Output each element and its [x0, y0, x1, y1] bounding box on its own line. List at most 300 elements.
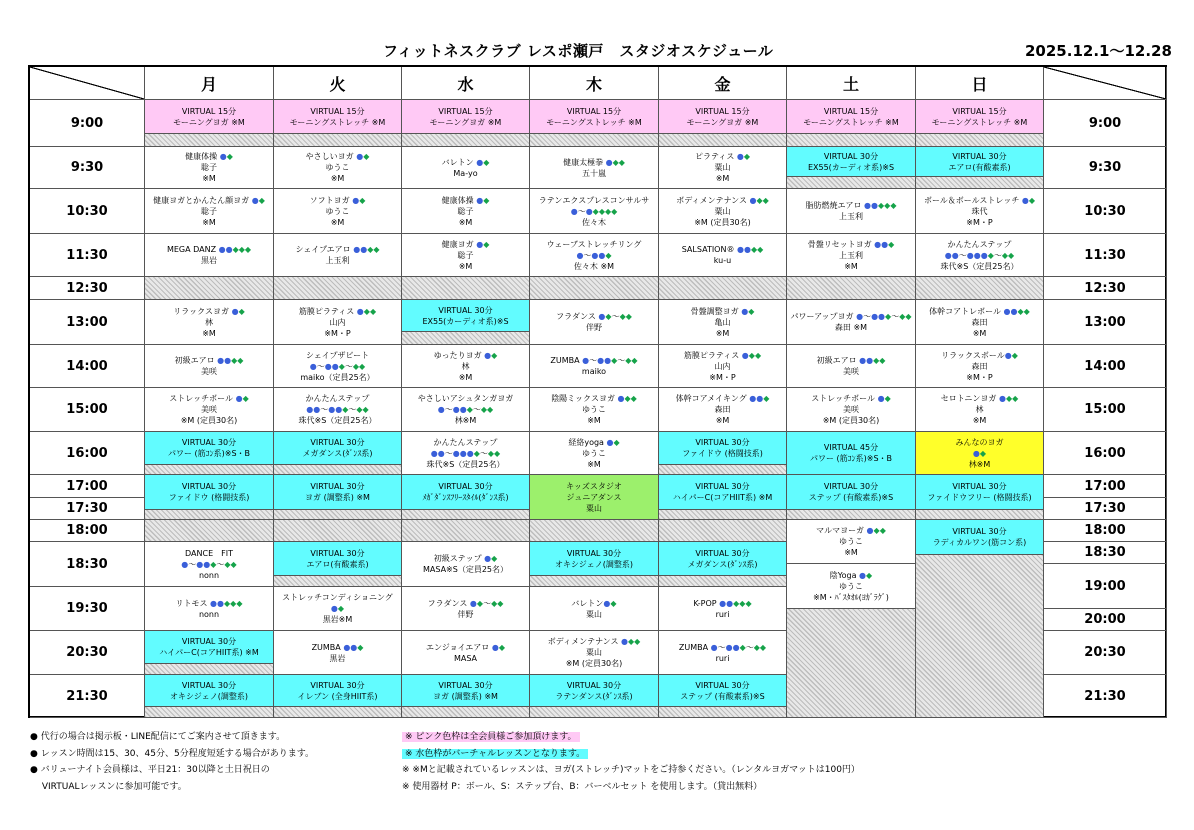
diamond-icon: ◆ [498, 642, 505, 652]
diamond-icon: ◆ [979, 448, 987, 458]
lesson-line: ※M [202, 328, 216, 338]
time-label: 20:30 [30, 631, 145, 675]
diamond-icon: ◆ [356, 405, 363, 414]
drop-icon: ● [603, 598, 611, 608]
lesson-card-wed[interactable] [402, 675, 530, 707]
drop-icon: ● [343, 642, 351, 652]
lesson-line: エンジョイエアロ ●◆ [425, 642, 505, 652]
time-label: 21:30 [30, 675, 145, 718]
lesson-card-tue[interactable] [274, 189, 402, 234]
diamond-icon: ◆ [631, 356, 638, 365]
lesson-card-sat[interactable] [787, 564, 916, 609]
lesson-card-mon[interactable] [145, 388, 274, 432]
lesson-line: VIRTUAL 45分 [823, 443, 879, 452]
lesson-card-sun[interactable] [916, 520, 1044, 555]
diamond-icon: ◆ [879, 356, 886, 365]
drop-icon: ● [871, 201, 879, 210]
drop-icon: ● [251, 195, 259, 205]
lesson-card-mon[interactable] [145, 542, 274, 587]
lesson-card-sat[interactable] [787, 475, 916, 510]
lesson-card-mon[interactable] [145, 345, 274, 388]
diamond-icon: ◆ [598, 206, 605, 216]
lesson-card-mon[interactable] [145, 675, 274, 707]
lesson-card-sat[interactable] [787, 234, 916, 277]
drop-icon: ● [582, 356, 590, 365]
lesson-line: VIRTUAL 30分 [181, 637, 237, 646]
lesson-line: ※M [844, 261, 858, 271]
lesson-card-tue[interactable] [274, 388, 402, 432]
lesson-line: ゆったりヨガ ●◆ [433, 350, 498, 360]
diamond-icon: ◆ [237, 356, 244, 365]
lesson-card-mon[interactable] [145, 300, 274, 345]
lesson-line: セロトニンヨガ ●◆◆ [940, 394, 1019, 403]
lesson-card-fri[interactable] [659, 475, 787, 510]
lesson-line: ●●〜●●●◆〜◆◆ [430, 448, 501, 458]
lesson-card-sat[interactable] [787, 432, 916, 475]
lesson-line: 黒岩 [329, 653, 346, 663]
lesson-card-wed[interactable] [402, 147, 530, 189]
lesson-card-thu[interactable] [530, 300, 659, 345]
unavailable-slot [274, 707, 402, 718]
unavailable-slot [145, 277, 274, 300]
unavailable-slot [530, 520, 659, 542]
note-cyan-frame: ※ 水色枠がバーチャルレッスンとなります。 [402, 749, 588, 759]
diamond-icon: ◆ [610, 598, 617, 608]
drop-icon: ● [878, 312, 886, 321]
drop-icon: ● [617, 394, 625, 403]
unavailable-slot [530, 134, 659, 147]
drop-icon: ● [605, 157, 613, 167]
diamond-icon: ◆ [750, 245, 758, 254]
lesson-line: ruri [715, 653, 730, 663]
lesson-card-thu[interactable] [530, 100, 659, 134]
drop-icon: ● [737, 245, 744, 254]
diamond-icon: ◆ [1017, 306, 1024, 316]
lesson-line [331, 603, 344, 614]
diamond-icon: ◆ [357, 642, 364, 652]
lesson-line: ファイドウ (格闘技系) [682, 449, 763, 458]
drop-icon: ● [741, 306, 749, 316]
time-label-right: 13:00 [1044, 300, 1167, 345]
lesson-line: 林 [975, 405, 984, 414]
lesson-line: 陰陽ミックスヨガ ●◆◆ [551, 394, 637, 403]
lesson-card-tue[interactable] [274, 542, 402, 576]
lesson-card-mon[interactable] [145, 631, 274, 664]
diamond-icon: ◆ [230, 559, 237, 569]
lesson-line: メガダンス(ﾀﾞﾝｽ系) [687, 559, 758, 569]
lesson-line: ストレッチコンディショニング [282, 593, 393, 602]
lesson-card-thu[interactable] [530, 388, 659, 432]
diamond-icon: ◆ [605, 250, 612, 260]
lesson-line: VIRTUAL 30分 [438, 305, 493, 315]
lesson-card-sun[interactable] [916, 147, 1044, 177]
lesson-line: 健康太極拳 ●◆◆ [563, 157, 625, 167]
lesson-line: 森田 [971, 361, 988, 371]
lesson-line: MASA※S（定員25名） [422, 565, 509, 574]
lesson-card-fri[interactable] [659, 631, 787, 675]
lesson-line: DANCE FIT [185, 548, 233, 558]
lesson-line: ※M・ﾊﾞｽﾀｵﾙ(ﾖｶﾞﾗｸﾞ) [813, 592, 889, 602]
lesson-card-tue[interactable] [274, 587, 402, 631]
lesson-line: リラックスボール●◆ [941, 350, 1018, 360]
drop-icon: ● [203, 559, 211, 569]
diamond-icon: ◆ [487, 448, 495, 458]
unavailable-slot [916, 134, 1044, 147]
lesson-line: 健康ヨガ ●◆ [441, 239, 490, 249]
lesson-card-wed[interactable] [402, 234, 530, 277]
lesson-card-thu[interactable] [530, 189, 659, 234]
lesson-line: ●〜●●◆〜◆◆ [437, 405, 494, 414]
lesson-card-tue[interactable] [274, 100, 402, 134]
lesson-line: ヨガ (調整系) ※M [433, 691, 498, 701]
lesson-card-tue[interactable] [274, 432, 402, 465]
lesson-line: VIRTUAL 30分 [695, 548, 750, 558]
unavailable-slot [274, 277, 402, 300]
lesson-line: VIRTUAL 30分 [181, 438, 237, 447]
unavailable-slot [402, 332, 530, 345]
lesson-line: メガダンス(ﾀﾞﾝｽ系) [302, 449, 373, 458]
drop-icon: ● [231, 306, 239, 316]
lesson-card-wed[interactable] [402, 432, 530, 475]
lesson-card-thu[interactable] [530, 587, 659, 631]
drop-icon: ● [973, 250, 981, 260]
time-label: 9:00 [30, 100, 145, 147]
unavailable-slot [402, 520, 530, 542]
time-label: 17:00 [30, 475, 145, 498]
lesson-line: 聡子 [201, 206, 217, 216]
lesson-line: 森田 [971, 317, 988, 327]
diamond-icon: ◆ [238, 306, 245, 316]
lesson-card-sun[interactable] [916, 300, 1044, 345]
lesson-card-sun[interactable] [916, 388, 1044, 432]
lesson-line: VIRTUAL 30分 [952, 482, 1007, 491]
diamond-icon: ◆ [1028, 195, 1036, 205]
lesson-line: 山内 [329, 317, 346, 327]
lesson-line: 初級ステップ ●◆ [433, 554, 498, 563]
drop-icon: ● [224, 356, 232, 365]
drop-icon: ● [484, 350, 492, 360]
diamond-icon: ◆ [878, 201, 885, 210]
lesson-card-fri[interactable] [659, 300, 787, 345]
drop-icon: ● [570, 206, 578, 216]
lesson-line: 林※M [968, 459, 991, 469]
note-pink-frame: ※ ピンク色枠は全会員様ご参加頂けます。 [402, 732, 580, 742]
lesson-card-fri[interactable] [659, 542, 787, 576]
diamond-icon: ◆ [866, 570, 873, 580]
diamond-icon: ◆ [733, 598, 740, 608]
diamond-icon: ◆ [625, 356, 632, 365]
lesson-card-sat[interactable] [787, 388, 916, 432]
lesson-card-tue[interactable] [274, 234, 402, 277]
drop-icon: ● [749, 394, 757, 403]
lesson-card-tue[interactable] [274, 631, 402, 675]
drop-icon: ● [306, 405, 314, 414]
time-label-right: 19:00 [1044, 564, 1167, 609]
lesson-card-tue[interactable] [274, 475, 402, 510]
lesson-card-fri[interactable] [659, 100, 787, 134]
time-label: 18:00 [30, 520, 145, 542]
lesson-card-sat[interactable] [787, 520, 916, 564]
lesson-card-fri[interactable] [659, 147, 787, 189]
lesson-card-tue[interactable] [274, 345, 402, 388]
lesson-card-tue[interactable] [274, 675, 402, 707]
diamond-icon: ◆ [466, 405, 473, 414]
diamond-icon: ◆ [604, 206, 612, 216]
lesson-line: ※M [715, 174, 730, 183]
drop-icon: ● [859, 356, 867, 365]
diamond-icon: ◆ [619, 312, 626, 321]
lesson-line: VIRTUAL 30分 [438, 680, 493, 690]
drop-icon: ● [353, 245, 361, 254]
lesson-card-tue[interactable] [274, 147, 402, 189]
unavailable-slot [916, 277, 1044, 300]
time-label: 11:30 [30, 234, 145, 277]
lesson-card-sun[interactable] [916, 189, 1044, 234]
lesson-card-wed[interactable] [402, 388, 530, 432]
lesson-card-mon[interactable] [145, 189, 274, 234]
diamond-icon: ◆ [352, 361, 360, 371]
lesson-card-mon[interactable] [145, 587, 274, 631]
lesson-line: ※M [587, 459, 601, 469]
day-header-sun: 日 [916, 67, 1044, 100]
diamond-icon: ◆ [757, 245, 764, 254]
lesson-card-sat[interactable] [787, 147, 916, 177]
lesson-card-sun[interactable] [916, 234, 1044, 277]
drop-icon: ● [1010, 306, 1018, 316]
drop-icon: ● [744, 245, 751, 254]
lesson-line: ※M [715, 328, 730, 338]
drop-icon: ● [1021, 195, 1029, 205]
diamond-icon: ◆ [624, 394, 631, 403]
lesson-line: フラダンス ●◆〜◆◆ [556, 312, 632, 321]
lesson-card-thu[interactable] [530, 475, 659, 520]
lesson-line: 脂肪燃焼エアロ ●●◆◆◆ [805, 201, 897, 210]
time-label-right: 10:30 [1044, 189, 1167, 234]
diamond-icon: ◆ [1008, 250, 1015, 260]
lesson-line: ※M・P [709, 372, 736, 382]
lesson-line: VIRTUAL 30分 [310, 680, 365, 690]
lesson-line: モーニングストレッチ ※M [931, 117, 1028, 127]
drop-icon: ● [225, 245, 233, 254]
lesson-line: 粟山 [586, 609, 602, 619]
lesson-line: ステップ (有酸素系)※S [808, 493, 894, 502]
unavailable-slot [145, 465, 274, 475]
unavailable-slot [659, 707, 787, 718]
lesson-card-mon[interactable] [145, 475, 274, 510]
lesson-card-tue[interactable] [274, 300, 402, 345]
lesson-line: 五十嵐 [582, 168, 606, 178]
diamond-icon: ◆ [627, 637, 635, 646]
lesson-card-wed[interactable] [402, 631, 530, 675]
diamond-icon: ◆ [231, 356, 238, 365]
lesson-line: ●〜●◆◆◆◆ [570, 206, 618, 216]
lesson-line: ラテンエクスプレスコンサルサ [538, 195, 650, 205]
drop-icon: ● [604, 356, 612, 365]
drop-icon: ● [598, 312, 606, 321]
lesson-line: VIRTUAL 30分 [695, 482, 750, 491]
lesson-card-sun[interactable] [916, 100, 1044, 134]
lesson-line: 経絡yoga ●◆ [568, 437, 620, 447]
unavailable-slot [659, 576, 787, 587]
lesson-line: ※M [972, 328, 987, 338]
time-label-right: 16:00 [1044, 432, 1167, 475]
lesson-line: モーニングヨガ ※M [173, 117, 245, 127]
diamond-icon: ◆ [754, 350, 762, 360]
lesson-line: VIRTUAL 30分 [695, 680, 750, 690]
drop-icon: ● [476, 239, 484, 249]
diamond-icon: ◆ [338, 361, 345, 371]
lesson-line: ステップ (有酸素系)※S [680, 691, 765, 701]
drop-icon: ● [597, 356, 605, 365]
lesson-line: 粟山 [586, 648, 602, 657]
lesson-card-wed[interactable] [402, 300, 530, 332]
lesson-card-mon[interactable] [145, 100, 274, 134]
unavailable-slot [659, 465, 787, 475]
drop-icon: ● [466, 448, 474, 458]
lesson-line: 林※M [454, 416, 477, 425]
drop-icon: ● [741, 350, 749, 360]
unavailable-slot [787, 134, 916, 147]
lesson-line: やさしいヨガ ●◆ [305, 152, 370, 161]
lesson-card-sat[interactable] [787, 100, 916, 134]
lesson-card-mon[interactable] [145, 432, 274, 465]
time-label: 15:00 [30, 388, 145, 432]
lesson-card-thu[interactable] [530, 234, 659, 277]
lesson-card-sun[interactable] [916, 345, 1044, 388]
lesson-line: 筋膜ピラティス ●◆◆ [298, 306, 377, 316]
diamond-icon: ◆ [759, 642, 767, 652]
drop-icon: ● [469, 598, 477, 608]
lesson-line: 筋膜ピラティス ●◆◆ [683, 350, 762, 360]
diamond-icon: ◆ [359, 195, 366, 205]
lesson-line: VIRTUAL 30分 [181, 680, 237, 690]
time-label-right: 14:00 [1044, 345, 1167, 388]
note-equipment: ※ 使用器材 P：ボール、S：ステップ台、B：バーベルセット を使用します。（貸出無料） [402, 781, 763, 792]
drop-icon: ● [749, 195, 757, 205]
drop-icon: ● [980, 250, 988, 260]
lesson-line: ボディメンテナンス ●◆◆ [547, 637, 641, 646]
lesson-card-fri[interactable] [659, 587, 787, 631]
lesson-line: ファイドウフリー (格闘技系) [927, 493, 1032, 502]
lesson-card-thu[interactable] [530, 542, 659, 576]
diamond-icon: ◆ [743, 152, 751, 161]
unavailable-slot [659, 520, 787, 542]
lesson-line: ●●〜●●◆〜◆◆ [306, 405, 369, 414]
drop-icon: ● [874, 239, 882, 249]
lesson-line: みんなのヨガ [955, 437, 1004, 447]
diamond-icon: ◆ [497, 598, 504, 608]
time-label: 10:30 [30, 189, 145, 234]
drop-icon: ● [437, 448, 445, 458]
diamond-icon: ◆ [884, 394, 891, 403]
lesson-line: 初級エアロ ●●◆◆ [174, 356, 244, 365]
drop-icon: ● [732, 642, 740, 652]
lesson-card-fri[interactable] [659, 388, 787, 432]
diamond-icon: ◆ [1012, 394, 1019, 403]
diamond-icon: ◆ [367, 245, 374, 254]
lesson-line: 伴野 [586, 323, 602, 332]
lesson-card-wed[interactable] [402, 345, 530, 388]
lesson-line: 亀山 [714, 317, 731, 327]
time-label-right: 18:00 [1044, 520, 1167, 542]
unavailable-slot [916, 177, 1044, 189]
diamond-icon: ◆ [762, 195, 769, 205]
lesson-line: 陰Yoga ●◆ [829, 570, 873, 580]
time-label: 18:30 [30, 542, 145, 587]
lesson-line: ラテンダンス(ﾀﾞﾝｽ系) [555, 691, 633, 701]
drop-icon: ● [1003, 306, 1011, 316]
lesson-card-fri[interactable] [659, 432, 787, 465]
lesson-card-mon[interactable] [145, 147, 274, 189]
lesson-card-sun[interactable] [916, 475, 1044, 510]
lesson-card-sun[interactable] [916, 432, 1044, 475]
time-label: 12:30 [30, 277, 145, 300]
note-mat: ※ ※Mと記載されているレッスンは、ヨガ(ストレッチ)マットをご持参ください。（レンタルヨガマットは100円） [402, 765, 860, 775]
lesson-line: ZUMBA ●〜●●◆〜◆◆ [550, 356, 638, 365]
lesson-card-wed[interactable] [402, 100, 530, 134]
lesson-card-wed[interactable] [402, 475, 530, 510]
lesson-card-fri[interactable] [659, 234, 787, 277]
lesson-card-wed[interactable] [402, 189, 530, 234]
lesson-line: 伴野 [457, 609, 474, 619]
drop-icon: ● [476, 195, 484, 205]
lesson-card-sat[interactable] [787, 345, 916, 388]
lesson-line: ※M (定員30名) [694, 217, 751, 227]
lesson-line: ●〜●●◆ [576, 250, 612, 260]
diamond-icon: ◆ [613, 437, 620, 447]
unavailable-slot [659, 134, 787, 147]
lesson-card-thu[interactable] [530, 147, 659, 189]
lesson-line: 上玉利 [839, 250, 863, 260]
lesson-line: ※M (定員30名) [180, 416, 238, 425]
lesson-card-wed[interactable] [402, 542, 530, 587]
lesson-card-thu[interactable] [530, 345, 659, 388]
lesson-line: モーニングストレッチ ※M [803, 117, 899, 127]
lesson-card-thu[interactable] [530, 631, 659, 675]
lesson-card-thu[interactable] [530, 432, 659, 475]
lesson-line: VIRTUAL 30分 [823, 482, 879, 491]
drop-icon: ● [452, 448, 460, 458]
lesson-line: ソフトヨガ ●◆ [309, 195, 366, 205]
lesson-card-wed[interactable] [402, 587, 530, 631]
diamond-icon: ◆ [476, 598, 484, 608]
lesson-line: モーニングストレッチ ※M [546, 117, 642, 127]
lesson-line: ※M [458, 261, 473, 271]
unavailable-slot [402, 707, 530, 718]
diamond-icon: ◆ [605, 312, 612, 321]
drop-icon: ● [756, 394, 764, 403]
lesson-line: ※M (定員30名) [565, 659, 623, 668]
lesson-card-mon[interactable] [145, 234, 274, 277]
lesson-card-thu[interactable] [530, 675, 659, 707]
lesson-card-fri[interactable] [659, 345, 787, 388]
lesson-line: maiko [581, 367, 607, 376]
lesson-card-fri[interactable] [659, 675, 787, 707]
lesson-card-sat[interactable] [787, 300, 916, 345]
lesson-card-fri[interactable] [659, 189, 787, 234]
lesson-card-sat[interactable] [787, 189, 916, 234]
lesson-line: バレトン ●◆ [441, 157, 490, 167]
day-header-fri: 金 [659, 67, 787, 100]
lesson-line: かんたんステップ [947, 239, 1012, 249]
note-lesson-time: ● レッスン時間は15、30、45分、5分程度短延する場合があります。 [30, 748, 314, 759]
lesson-line: VIRTUAL 15分 [566, 106, 622, 116]
drop-icon: ● [430, 448, 438, 458]
lesson-line: ヨガ (調整系) ※M [305, 493, 370, 502]
drop-icon: ● [944, 250, 952, 260]
day-header-mon: 月 [145, 67, 274, 100]
drop-icon: ● [966, 250, 974, 260]
